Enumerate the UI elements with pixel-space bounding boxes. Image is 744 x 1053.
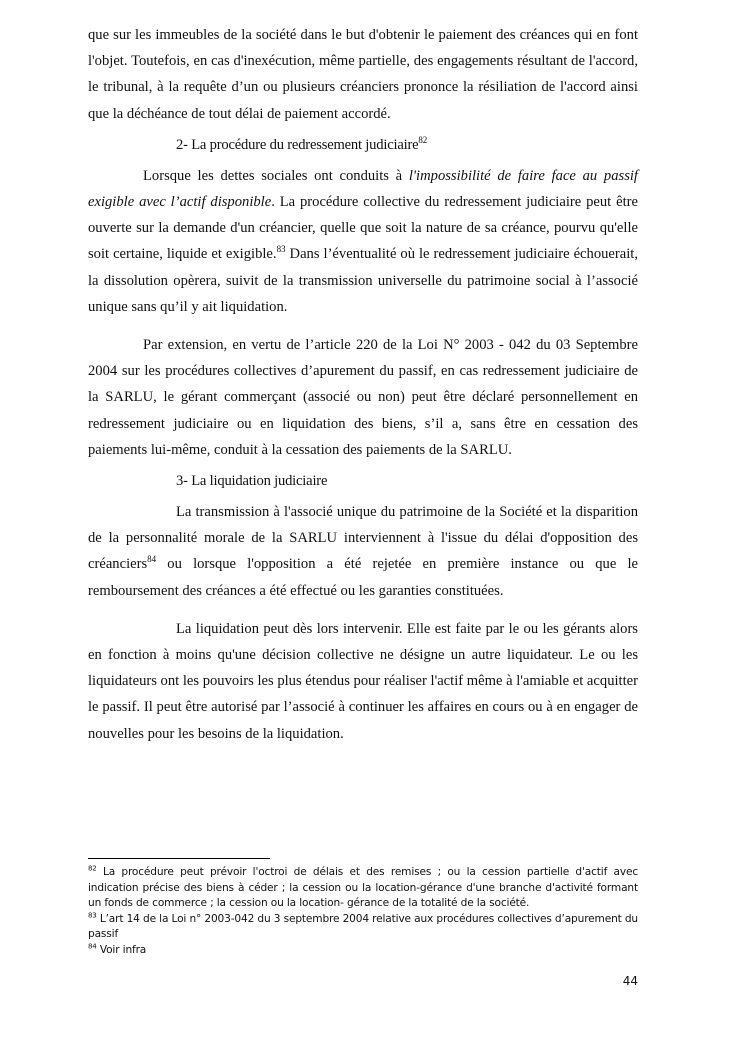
paragraph-2-italic: l'impossibilité de faire face au passif exigible avec l’actif disponible (88, 167, 638, 211)
section-heading-2 (88, 135, 638, 155)
paragraph-3: Par extension, en vertu de l’article 220 de la Loi N° 2003 - 042 du 03 Septembre 2004 sur les procédures collectives d’apurement du passif, en cas redressement judiciaire de la SARLU, le gérant commerçant (associé ou non) peut être déclaré personnellement en redressement judiciaire ou en liquidation des biens, s’il a, sans être en cessation des paiements lui-même, conduit à la cessation des paiements de la SARLU. (88, 337, 638, 458)
footnote-84 (88, 943, 638, 959)
paragraph-4-end: ou lorsque l'opposition a été rejetée en première instance ou que le remboursement des créances a été effectué ou les garanties constituées. (88, 556, 638, 599)
footnote-83 (88, 912, 638, 943)
footnote-text: L’art 14 de la Loi n° 2003-042 du 3 septembre 2004 relative aux procédures collectives d’apurement du passif (88, 912, 638, 941)
footnotes (88, 858, 638, 959)
footnote-text: La procédure peut prévoir l'octroi de délais et des remises ; ou la cession partielle d'actif avec indication précise des biens à céder ; la cession ou la location-gérance d'une branche d'activité formant un fonds de commerce ; la cession ou la location- gérance de la totalité de la société. (88, 866, 638, 910)
footnote-number: 84 (88, 942, 97, 951)
paragraph-2-middle: . La procédure collective du redressement judiciaire peut être ouverte sur la demande d'un créancier, quelle que soit la nature de sa créance, pourvu qu'elle soit certaine, liquide et exigible. (88, 194, 638, 263)
page-number: 44 (622, 974, 638, 988)
footnote-number: 83 (88, 911, 97, 920)
footnote-number: 82 (88, 864, 97, 873)
paragraph-4-start: La transmission à l'associé unique du patrimoine de la Société et la disparition de la personnalité morale de la SARLU interviennent à l'issue du délai d'opposition des créanciers (88, 504, 638, 573)
heading-2-text: 2- La procédure du redressement judiciaire (176, 136, 419, 153)
paragraph-4 (88, 499, 638, 604)
footnote-ref-82[interactable]: 82 (418, 134, 428, 145)
paragraph-2-end: Dans l’éventualité où le redressement judiciaire échouerait, la dissolution opèrera, suivit de la transmission universelle du patrimoine social à l’associé unique sans qu’il y ait liquidation. (88, 246, 638, 315)
paragraph-5: La liquidation peut dès lors intervenir. Elle est faite par le ou les gérants alors en fonction à moins qu'une décision collective ne désigne un autre liquidateur. Le ou les liquidateurs ont les pouvoirs les plus étendus pour réaliser l'actif même à l'amiable et acquitter le passif. Il peut être autorisé par l’associé à continuer les affaires en cours ou à en engager de nouvelles pour les besoins de la liquidation. (88, 620, 638, 742)
footnote-text: Voir infra (96, 943, 147, 956)
footnote-82 (88, 865, 638, 912)
paragraph-2 (88, 163, 638, 320)
document-body (88, 22, 638, 747)
paragraph-1: que sur les immeubles de la société dans le but d'obtenir le paiement des créances qui en font l'objet. Toutefois, en cas d'inexécution, même partielle, des engagements résultant de l'accord, le tribunal, à la requête d’un ou plusieurs créanciers prononce la résiliation de l'accord ainsi que la déchéance de tout délai de paiement accordé. (88, 27, 638, 122)
paragraph-2-start: Lorsque les dettes sociales ont conduits à (143, 167, 409, 184)
footnote-divider (88, 858, 270, 859)
footnote-ref-84[interactable]: 84 (147, 554, 157, 565)
footnote-ref-83[interactable]: 83 (276, 244, 286, 255)
section-heading-3: 3- La liquidation judiciaire (176, 473, 328, 490)
